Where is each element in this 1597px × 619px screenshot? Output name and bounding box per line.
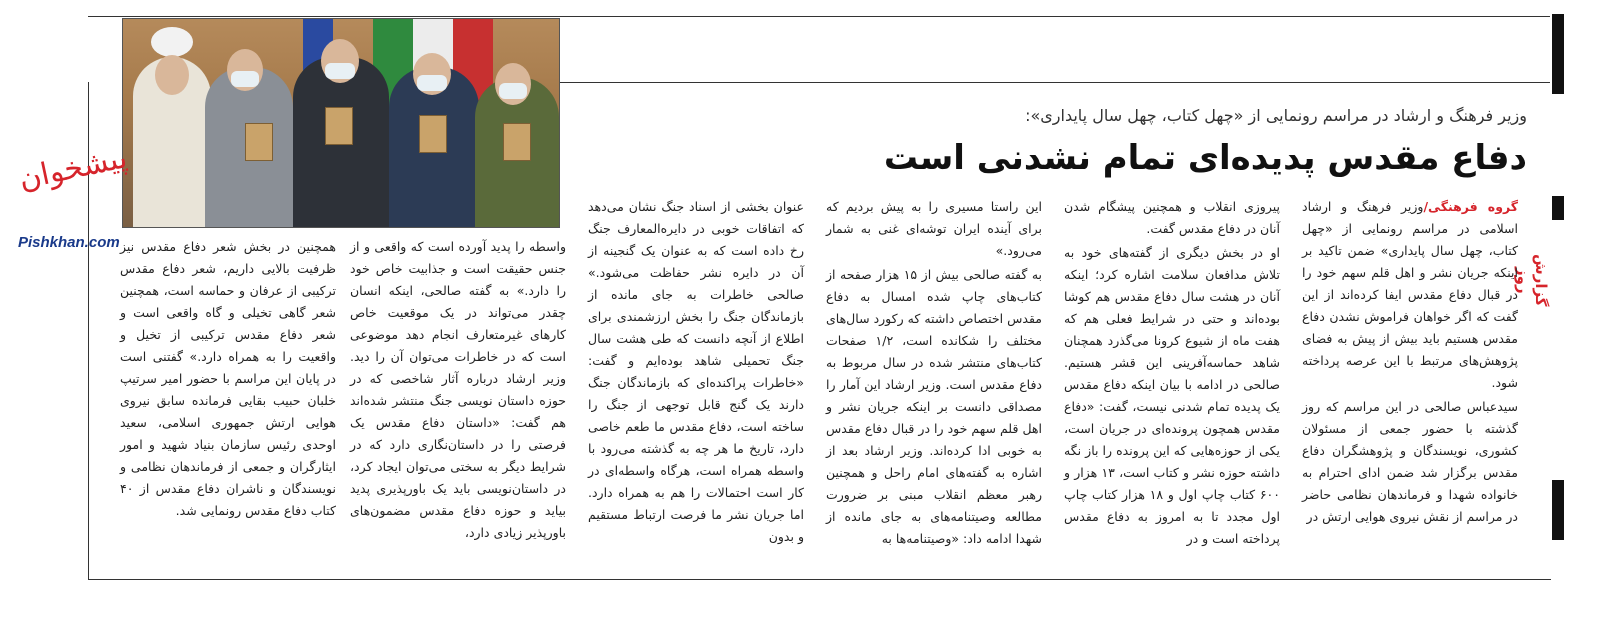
article-column-3 (826, 196, 1042, 552)
column-paragraph: همچنین در بخش شعر دفاع مقدس نیز ظرفیت بالایی داریم، شعر دفاع مقدس ترکیبی از عرفان و حماسه است، همچنین شعر گاهی تخیلی و گاه واقعی است و شعر دفاع مقدس ترکیبی از تخیل و واقعیت را به همراه دارد.» گفتنی است در پایان این مراسم با حضور امیر سرتیپ خلبان حبیب بقایی فرمانده سابق نیروی هوایی ارتش جمهوری اسلامی، سعید اوحدی رئیس سازمان بنیاد شهید و امور ایثارگران و جمعی از فرماندهان نظامی و نویسندگان و ناشران دفاع مقدس از ۴۰ کتاب دفاع مقدس رونمایی شد. (120, 239, 336, 518)
column-paragraph: این راستا مسیری را به پیش بردیم که برای آینده ایران توشه‌ای غنی به شمار می‌رود.» (826, 199, 1042, 258)
article-column-5 (350, 236, 566, 546)
group-label: گروه فرهنگی/ (1423, 199, 1519, 214)
face-mask (231, 71, 259, 87)
person-head (155, 55, 189, 95)
news-photo (122, 18, 560, 228)
article-column-1 (1302, 196, 1518, 530)
frame-top-rule (560, 82, 1550, 83)
article-column-4 (588, 196, 804, 550)
column-paragraph: عنوان بخشی از اسناد جنگ نشان می‌دهد که اتفاقات خوبی در دایره‌المعارف جنگ رخ داده است که به عنوان یک گنجینه از آن در دایره نشر حفاظت می‌شود.» صالحی خاطرات به جای مانده از بازماندگان جنگ را بخش ارزشمندی برای اطلاع از آنچه دانست که طی هشت سال جنگ تحمیلی شاهد بوده‌ایم و گفت: «خاطرات پراکنده‌ای که بازماندگان جنگ دارند یک گنج قابل توجهی از جنگ را ساخته است، دفاع مقدس ما طعم خاصی دارد، تاریخ ما هر چه به گذشته می‌رود با واسطه همراه است، هرگاه واسطه‌ای در کار است احتمالات را هم به همراه دارد. اما جریان نشر ما فرصت ارتباط مستقیم و بدون (588, 199, 804, 544)
face-mask (325, 63, 355, 79)
article-column-6 (120, 236, 336, 524)
turban (151, 27, 193, 57)
face-mask (499, 83, 527, 99)
right-edge-bar (1552, 14, 1564, 94)
book-cover (325, 107, 353, 145)
paragraph-text: وزیر فرهنگ و ارشاد اسلامی در مراسم رونمایی از «چهل کتاب، چهل سال پایداری» ضمن تاکید بر اینکه جریان نشر و اهل قلم سهم خود را در قبال دفاع مقدس ایفا کرده‌اند از این گفت که اگر خواهان فراموش نشدن دفاع مقدس هستیم باید بیش از پیش به فضای پژوهش‌های مرتبط با این عرصه پرداخته شود. (1302, 199, 1518, 390)
book-cover (503, 123, 531, 161)
watermark-logo: پیشخوان (15, 140, 131, 198)
section-tag: گزارش روز (1514, 253, 1550, 307)
article-column-2 (1064, 196, 1280, 552)
face-mask (417, 75, 447, 91)
right-edge-bar-mid (1552, 196, 1564, 220)
watermark-site: Pishkhan.com (18, 234, 120, 251)
column-paragraph: سیدعباس صالحی در این مراسم که روز گذشته با حضور جمعی از مسئولان کشوری، نویسندگان و پژوهشگران دفاع مقدس برگزار شد ضمن ادای احترام به خانواده شهدا و فرماندهان نظامی حاضر در مراسم از نقش نیروی هوایی ارتش در (1302, 399, 1518, 524)
book-cover (419, 115, 447, 153)
article-headline: دفاع مقدس پدیده‌ای تمام نشدنی است (883, 138, 1527, 178)
column-paragraph: به گفته صالحی بیش از ۱۵ هزار صفحه از کتاب‌های چاپ شده امسال به دفاع مقدس اختصاص داشته که رکورد سال‌های مختلف را شکانده است، ۱/۲ صفحات کتاب‌های منتشر شده در سال مربوط به دفاع مقدس است. وزیر ارشاد این آمار را مصداقی دانست بر اینکه جریان نشر و اهل قلم سهم خود را در قبال دفاع مقدس به خوبی ادا کرده‌اند. وزیر ارشاد بعد از اشاره به گفته‌های امام راحل و همچنین رهبر معظم انقلاب مبنی بر ضرورت مطالعه وصیتنامه‌های به جای مانده از شهدا ادامه داد: «وصیتنامه‌ها به (826, 267, 1043, 546)
top-rule (88, 16, 1550, 17)
column-paragraph: واسطه را پدید آورده است که واقعی و از جنس حقیقت است و جذابیت خاص خود را دارد.» به گفته صالحی، اینکه انسان چقدر می‌تواند در یک موقعیت خاص کارهای غیرمتعارف انجام دهد موضوعی است که در خاطرات می‌توان آن را دید. وزیر ارشاد درباره آثار شاخصی که در حوزه داستان نویسی جنگ منتشر شده‌اند هم گفت: «داستان دفاع مقدس یک فرصتی را در داستان‌نگاری دارد که در شرایط دیگر به سختی می‌توان ایجاد کرد، در داستان‌نویسی باید یک باورپذیری پدید بیاید و حوزه دفاع مقدس مضمون‌های باورپذیر زیادی دارد، (350, 239, 566, 540)
column-paragraph (1302, 196, 1518, 394)
book-cover (245, 123, 273, 161)
right-edge-bar-bottom (1552, 480, 1564, 540)
column-paragraph: پیروزی انقلاب و همچنین پیشگام شدن آنان در دفاع مقدس گفت. (1064, 199, 1280, 236)
column-paragraph: او در بخش دیگری از گفته‌های خود به تلاش مدافعان سلامت اشاره کرد؛ اینکه آنان در هشت سال دفاع مقدس هم کوشا بوده‌اند و حتی در شرایط فعلی هم که هفت ماه از شیوع کرونا می‌گذرد همچنان شاهد حماسه‌آفرینی این قشر هستیم. صالحی در ادامه با بیان اینکه دفاع مقدس یک پدیده تمام شدنی نیست، گفت: «دفاع مقدس همچون پرونده‌ای در جریان است، یکی از حوزه‌هایی که این پرونده را باز نگه داشته حوزه نشر و کتاب است، ۱۳ هزار و ۶۰۰ کتاب چاپ اول و ۱۸ هزار کتاب چاپ اول مجدد تا به امروز به دفاع مقدس پرداخته است و در (1064, 245, 1280, 546)
article-kicker: وزیر فرهنگ و ارشاد در مراسم رونمایی از «چهل کتاب، چهل سال پایداری»: (1025, 106, 1527, 125)
